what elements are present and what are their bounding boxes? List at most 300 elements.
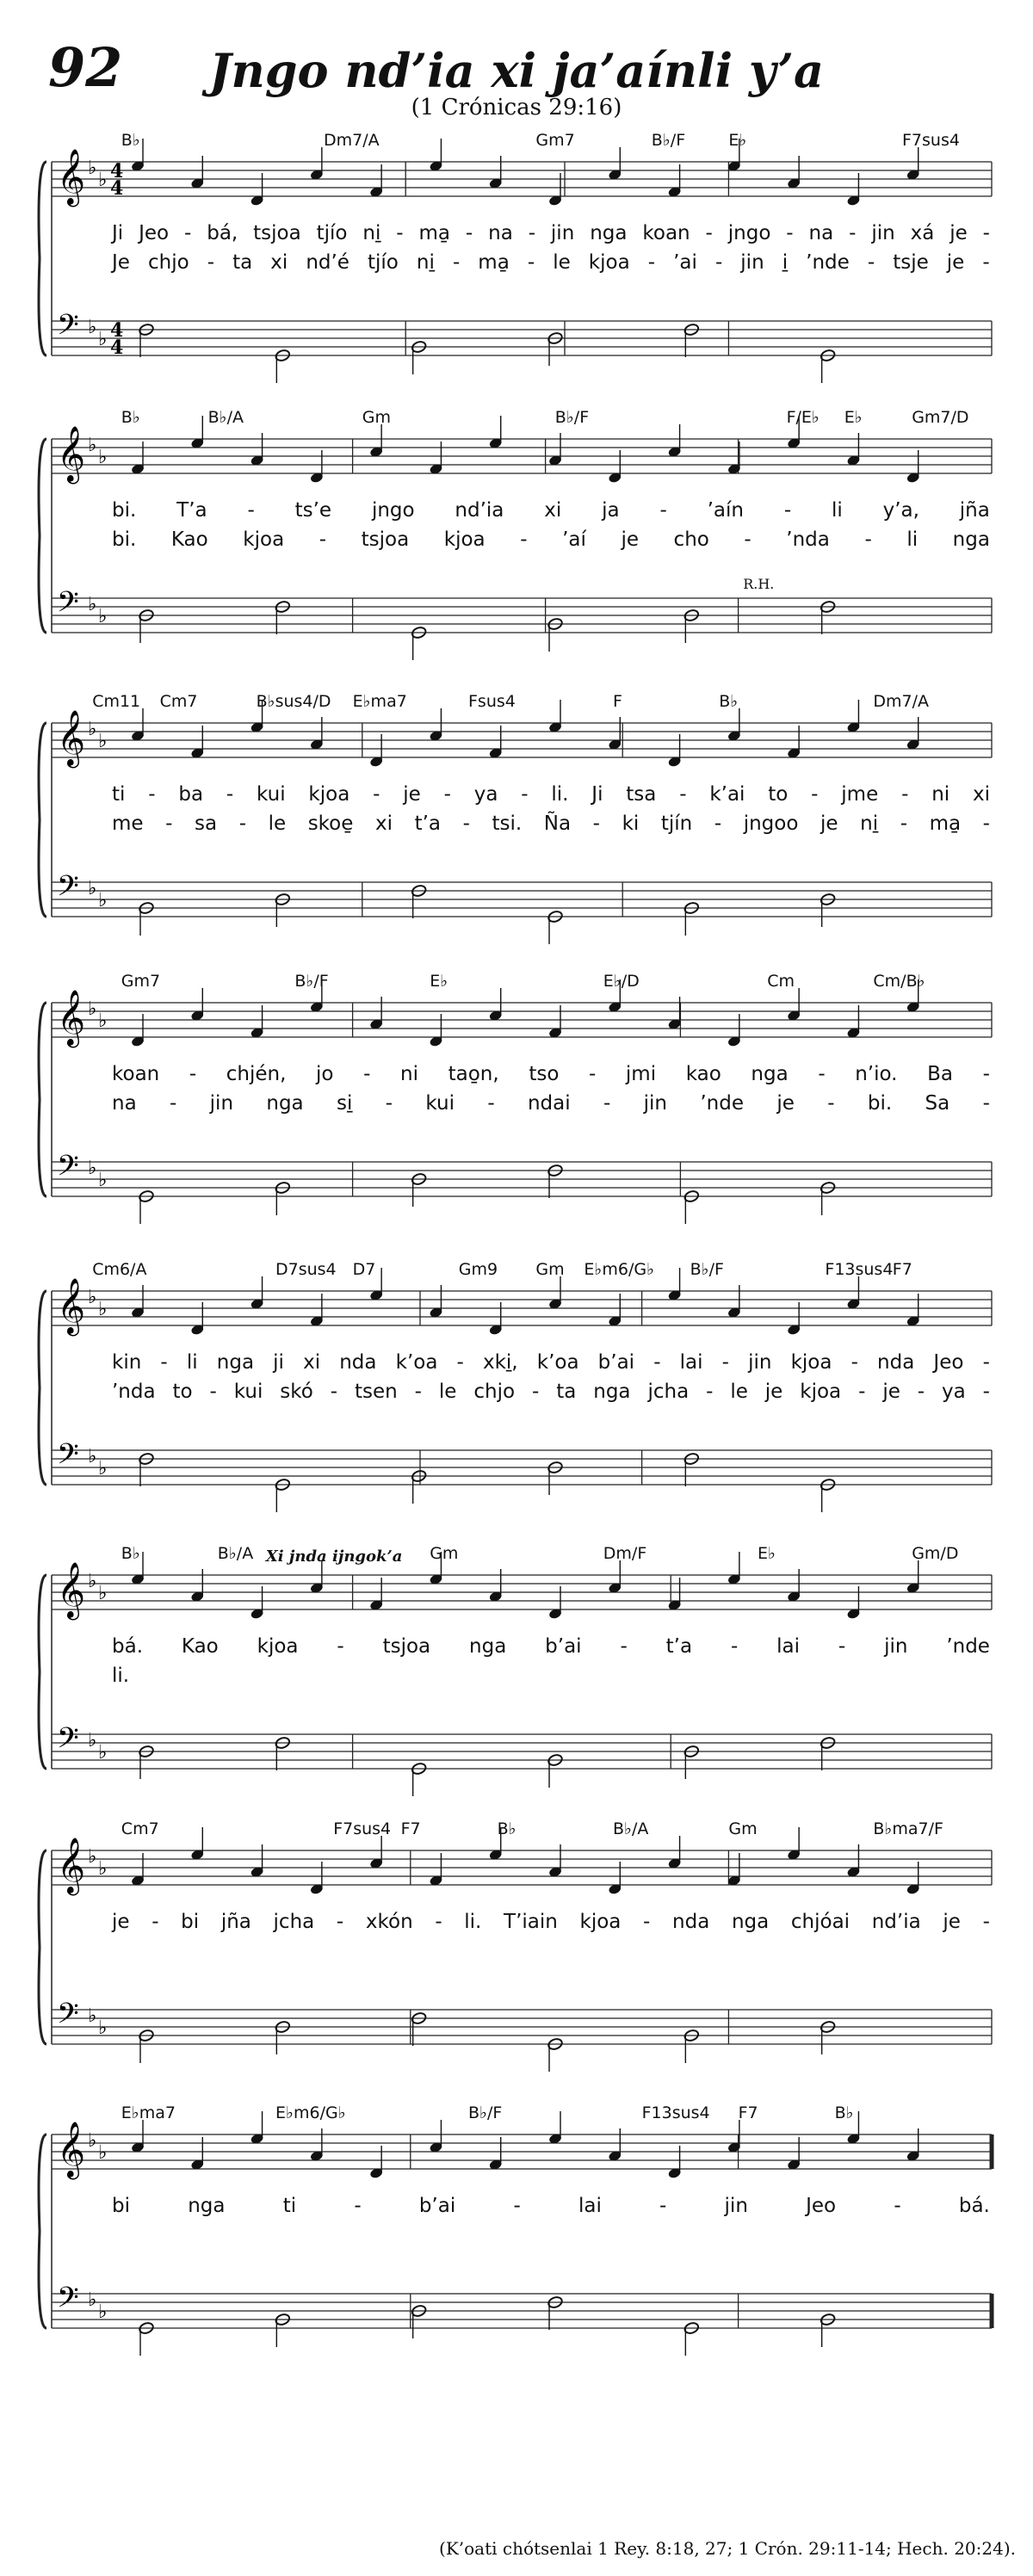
syllable-hyphen: - — [184, 222, 192, 244]
lyric-syllable: na — [488, 222, 513, 244]
music-system — [34, 1541, 999, 1816]
lyric-syllable: b’ai — [597, 1351, 635, 1374]
key-flat-icon: ♭ — [98, 1299, 108, 1320]
lyric-syllable: bi. — [112, 528, 137, 551]
syllable-hyphen: - — [513, 2195, 521, 2217]
key-flat-icon: ♭ — [98, 447, 108, 468]
syllable-hyphen: - — [786, 222, 794, 244]
lyric-syllable: li — [906, 528, 919, 551]
syllable-hyphen: - — [643, 1911, 651, 1933]
lyric-syllable: chjén, — [226, 1063, 287, 1085]
chord-symbol: E♭ma7 — [352, 692, 407, 711]
lyric-syllable: nda — [877, 1351, 915, 1374]
lyric-syllable: tsjoa — [382, 1635, 431, 1658]
brace-icon — [39, 2134, 46, 2328]
lyric-syllable: ndai — [527, 1092, 571, 1115]
bass-clef-icon: 𝄢 — [57, 870, 79, 910]
lyric-syllable: nda — [339, 1351, 377, 1374]
chord-symbol: Cm7 — [159, 692, 198, 711]
key-flat-icon: ♭ — [98, 2142, 108, 2164]
lyric-syllable: koan — [642, 222, 690, 244]
chord-symbol: B♭/A — [207, 408, 244, 427]
lyric-syllable: Jeo — [933, 1351, 964, 1374]
syllable-hyphen: - — [858, 1381, 866, 1403]
syllable-hyphen: - — [705, 222, 713, 244]
lyric-syllable: li. — [112, 1665, 130, 1687]
lyric-syllable: nga — [751, 1063, 789, 1085]
lyric-syllable: to — [172, 1381, 193, 1403]
chord-symbol: B♭/F — [294, 972, 329, 991]
syllable-hyphen: - — [851, 1351, 858, 1374]
music-system — [34, 1257, 999, 1532]
lyric-syllable: xki̱, — [482, 1351, 518, 1374]
bass-clef-icon: 𝄢 — [57, 309, 79, 349]
lyric-line — [112, 1092, 990, 1115]
lyric-syllable: je — [949, 222, 968, 244]
syllable-hyphen: - — [435, 1911, 442, 1933]
lyric-syllable: skó — [280, 1381, 313, 1403]
lyric-syllable: je — [764, 1381, 783, 1403]
lyric-line — [112, 1351, 990, 1374]
chord-symbol: E♭ma7 — [121, 2103, 176, 2122]
syllable-hyphen: - — [487, 1092, 495, 1115]
syllable-hyphen: - — [462, 812, 470, 835]
lyric-syllable: je — [776, 1092, 795, 1115]
lyric-syllable: Ji — [112, 222, 124, 244]
lyric-syllable: xi — [303, 1351, 321, 1374]
lyric-syllable: bá. — [958, 2195, 990, 2217]
chord-symbol: F — [613, 692, 622, 711]
key-flat-icon: ♭ — [98, 890, 108, 911]
chord-symbol: B♭ — [719, 692, 739, 711]
chord-symbol: B♭ — [121, 1544, 140, 1563]
lyric-syllable: kui — [257, 783, 286, 806]
lyric-line — [112, 783, 990, 806]
key-flat-icon: ♭ — [88, 1287, 97, 1308]
chord-symbol: Gm7 — [121, 972, 161, 991]
lyric-syllable: Sa — [925, 1092, 950, 1115]
chord-symbol: F/E♭ — [786, 408, 820, 427]
syllable-hyphen: - — [714, 812, 722, 835]
syllable-hyphen: - — [443, 783, 451, 806]
treble-clef-icon: 𝄞 — [57, 149, 86, 205]
lyric-line — [112, 1635, 990, 1658]
lyric-syllable: ’nde — [946, 1635, 990, 1658]
syllable-hyphen: - — [982, 812, 990, 835]
lyric-syllable: ya — [473, 783, 498, 806]
lyric-syllable: tjío — [368, 251, 399, 274]
lyric-syllable: k’oa — [536, 1351, 579, 1374]
lyric-syllable: ’aí — [562, 528, 586, 551]
lyric-syllable: lai — [679, 1351, 703, 1374]
lyric-syllable: jña — [220, 1911, 251, 1933]
syllable-hyphen: - — [247, 499, 255, 522]
lyric-syllable: li — [186, 1351, 198, 1374]
lyric-syllable: jcha — [647, 1381, 690, 1403]
lyric-syllable: bi — [181, 1911, 200, 1933]
lyric-syllable: bi. — [867, 1092, 893, 1115]
syllable-hyphen: - — [189, 1063, 197, 1085]
lyric-syllable: tsen — [355, 1381, 398, 1403]
key-flat-icon: ♭ — [98, 1010, 108, 1032]
chord-symbol: F7 — [400, 1819, 421, 1838]
lyric-syllable: tsi. — [492, 812, 523, 835]
key-flat-icon: ♭ — [88, 158, 97, 179]
lyric-syllable: ’aín — [707, 499, 744, 522]
syllable-hyphen: - — [647, 251, 656, 274]
brace-icon — [39, 1850, 46, 2044]
lyric-syllable: chjóai — [790, 1911, 851, 1933]
bass-clef-icon: 𝄢 — [57, 586, 79, 626]
syllable-hyphen: - — [373, 783, 380, 806]
lyric-syllable: kjoa — [588, 251, 630, 274]
music-system — [34, 2100, 999, 2375]
lyric-syllable: kin — [112, 1351, 142, 1374]
syllable-hyphen: - — [721, 1351, 729, 1374]
lyric-syllable: ’nda — [112, 1381, 156, 1403]
lyric-syllable: li — [831, 499, 843, 522]
chord-symbol: Gm — [430, 1544, 459, 1563]
chord-symbol: Gm — [535, 1260, 565, 1279]
lyric-line — [112, 1911, 990, 1933]
lyric-syllable: jin — [748, 1351, 772, 1374]
lyric-syllable: kjoa — [800, 1381, 842, 1403]
lyric-syllable: li. — [551, 783, 569, 806]
lyric-syllable: nd’é — [306, 251, 349, 274]
lyric-syllable: kjoa — [308, 783, 350, 806]
treble-clef-icon: 𝄞 — [57, 710, 86, 766]
brace-icon — [39, 439, 46, 633]
chord-symbol: E♭m6/G♭ — [584, 1260, 655, 1279]
lyric-syllable: nga — [266, 1092, 304, 1115]
bass-clef-icon: 𝄢 — [57, 1722, 79, 1762]
syllable-hyphen: - — [838, 1635, 846, 1658]
bass-clef-icon: 𝄢 — [57, 2282, 79, 2321]
lyric-syllable: i̱ — [782, 251, 789, 274]
brace-icon — [39, 1575, 46, 1769]
lyric-syllable: Kao — [170, 528, 208, 551]
treble-clef-icon: 𝄞 — [57, 2122, 86, 2178]
chord-symbol: D7sus4 — [275, 1260, 337, 1279]
key-flat-icon: ♭ — [88, 1158, 97, 1179]
song-reference: (1 Crónicas 29:16) — [411, 95, 622, 120]
time-signature: 4 — [110, 337, 124, 359]
lyric-syllable: nd’ia — [871, 1911, 921, 1933]
key-flat-icon: ♭ — [98, 2301, 108, 2323]
lyric-syllable: je — [112, 1911, 130, 1933]
syllable-hyphen: - — [207, 251, 215, 274]
syllable-hyphen: - — [982, 251, 990, 274]
lyric-syllable: Ba — [927, 1063, 953, 1085]
lyric-syllable: ma̱ — [418, 222, 450, 244]
key-flat-icon: ♭ — [98, 1458, 108, 1480]
lyric-syllable: tjío — [316, 222, 348, 244]
lyric-syllable: nga — [469, 1635, 507, 1658]
chord-symbol: B♭/A — [613, 1819, 649, 1838]
lyric-syllable: t’a — [414, 812, 442, 835]
lyric-syllable: kjoa — [443, 528, 486, 551]
syllable-hyphen: - — [589, 1063, 597, 1085]
syllable-hyphen: - — [165, 812, 173, 835]
lyric-syllable: jmi — [625, 1063, 657, 1085]
key-flat-icon: ♭ — [88, 317, 97, 338]
lyric-syllable: Kao — [181, 1635, 219, 1658]
lyric-syllable: nga — [952, 528, 990, 551]
syllable-hyphen: - — [152, 1911, 159, 1933]
lyric-syllable: ni̱ — [416, 251, 435, 274]
lyric-syllable: ti — [112, 783, 126, 806]
lyric-syllable: je — [943, 1911, 961, 1933]
bass-clef-icon: 𝄢 — [57, 1150, 79, 1189]
treble-clef-icon: 𝄞 — [57, 1562, 86, 1618]
chord-symbol: Cm — [767, 972, 795, 991]
lyric-syllable: bá, — [207, 222, 238, 244]
lyric-syllable: skoe̱ — [307, 812, 354, 835]
lyric-syllable: xi — [375, 812, 393, 835]
chord-symbol: Dm/F — [603, 1544, 647, 1563]
key-flat-icon: ♭ — [88, 1846, 97, 1868]
lyric-syllable: ta — [556, 1381, 577, 1403]
lyric-syllable: xi — [544, 499, 562, 522]
syllable-hyphen: - — [603, 1092, 611, 1115]
brace-icon — [39, 1291, 46, 1485]
syllable-hyphen: - — [827, 1092, 835, 1115]
right-hand-marking: R.H. — [743, 576, 775, 592]
lyric-syllable: jcha — [273, 1911, 315, 1933]
key-flat-icon: ♭ — [88, 998, 97, 1020]
lyric-syllable: t’a — [665, 1635, 693, 1658]
lyric-syllable: ti — [282, 2195, 297, 2217]
lyric-line — [112, 1665, 990, 1687]
lyric-syllable: jin — [209, 1092, 234, 1115]
key-flat-icon: ♭ — [88, 878, 97, 899]
chord-symbol: Cm7 — [121, 1819, 159, 1838]
lyric-syllable: le — [268, 812, 287, 835]
lyric-syllable: xi — [270, 251, 288, 274]
syllable-hyphen: - — [653, 1351, 661, 1374]
lyric-line — [112, 251, 990, 274]
lyric-syllable: xá — [910, 222, 935, 244]
lyric-syllable: ni̱ — [362, 222, 381, 244]
lyric-syllable: n’io. — [855, 1063, 898, 1085]
song-number: 92 — [48, 36, 123, 99]
key-flat-icon: ♭ — [88, 2289, 97, 2311]
chord-symbol: E♭ — [728, 131, 747, 150]
lyric-line — [112, 528, 990, 551]
lyric-syllable: tsa — [626, 783, 657, 806]
syllable-hyphen: - — [714, 251, 723, 274]
lyric-syllable: je — [820, 812, 838, 835]
chord-symbol: E♭ — [758, 1544, 776, 1563]
syllable-hyphen: - — [864, 528, 872, 551]
lyric-syllable: le — [730, 1381, 748, 1403]
chord-symbol: E♭/D — [603, 972, 640, 991]
syllable-hyphen: - — [592, 812, 600, 835]
lyric-syllable: jngo — [371, 499, 415, 522]
syllable-hyphen: - — [659, 499, 667, 522]
chord-symbol: F7sus4 — [902, 131, 960, 150]
lyric-syllable: ts’e — [294, 499, 332, 522]
chord-symbol: F13sus4 — [641, 2103, 710, 2122]
lyric-syllable: jin — [740, 251, 764, 274]
chord-symbol: E♭m6/G♭ — [275, 2103, 346, 2122]
treble-clef-icon: 𝄞 — [57, 990, 86, 1046]
music-system — [34, 689, 999, 964]
syllable-hyphen: - — [900, 812, 907, 835]
lyric-syllable: bi — [112, 2195, 130, 2217]
lyric-syllable: tao̱n, — [448, 1063, 499, 1085]
key-flat-icon: ♭ — [98, 2017, 108, 2039]
lyric-syllable: je — [882, 1381, 900, 1403]
lyric-syllable: k’ai — [709, 783, 745, 806]
lyric-syllable: y’a, — [882, 499, 919, 522]
syllable-hyphen: - — [730, 1635, 739, 1658]
lyric-syllable: jin — [643, 1092, 667, 1115]
chord-symbol: B♭ — [834, 2103, 854, 2122]
syllable-hyphen: - — [982, 1092, 990, 1115]
lyric-line — [112, 1063, 990, 1085]
chord-symbol: F7 — [892, 1260, 912, 1279]
music-system — [34, 968, 999, 1244]
music-system — [34, 405, 999, 680]
lyric-syllable: bá. — [112, 1635, 144, 1658]
footer-reference: (K’oati chótsenlai 1 Rey. 8:18, 27; 1 Crón. 29:11-14; Hech. 20:24). — [439, 2538, 1016, 2559]
syllable-hyphen: - — [982, 1911, 990, 1933]
lyric-syllable: jo — [316, 1063, 334, 1085]
lyric-syllable: chjo — [147, 251, 189, 274]
lyric-syllable: nd’ia — [455, 499, 504, 522]
syllable-hyphen: - — [465, 222, 473, 244]
syllable-hyphen: - — [620, 1635, 628, 1658]
chord-symbol: B♭ma7/F — [873, 1819, 943, 1838]
chord-symbol: B♭/F — [690, 1260, 724, 1279]
treble-clef-icon: 𝄞 — [57, 1838, 86, 1893]
lyric-syllable: chjo — [473, 1381, 516, 1403]
syllable-hyphen: - — [337, 1635, 344, 1658]
lyric-syllable: kjoa — [243, 528, 285, 551]
chord-symbol: Gm — [728, 1819, 758, 1838]
lyric-syllable: ma̱ — [478, 251, 510, 274]
lyric-syllable: jin — [724, 2195, 748, 2217]
chord-symbol: B♭ — [121, 408, 140, 427]
lyric-syllable: ma̱ — [929, 812, 962, 835]
lyric-line — [112, 1381, 990, 1403]
lyric-syllable: Je — [112, 251, 130, 274]
key-flat-icon: ♭ — [98, 1170, 108, 1191]
chord-symbol: Dm7/A — [324, 131, 380, 150]
lyric-syllable: tsjoa — [253, 222, 301, 244]
key-flat-icon: ♭ — [88, 1571, 97, 1592]
syllable-hyphen: - — [783, 499, 792, 522]
lyric-syllable: kui — [425, 1092, 455, 1115]
performance-annotation: Xi jnda ijngok’a — [265, 1547, 403, 1566]
brace-icon — [39, 162, 46, 355]
chord-symbol: Gm7/D — [912, 408, 969, 427]
chord-symbol: D7 — [352, 1260, 376, 1279]
key-flat-icon: ♭ — [98, 1858, 108, 1880]
lyric-syllable: na — [808, 222, 834, 244]
key-flat-icon: ♭ — [88, 1446, 97, 1467]
lyric-syllable: si̱ — [337, 1092, 353, 1115]
chord-symbol: E♭ — [430, 972, 448, 991]
lyric-syllable: ja — [602, 499, 620, 522]
lyric-syllable: ni — [931, 783, 950, 806]
key-flat-icon: ♭ — [88, 594, 97, 615]
chord-symbol: Gm7 — [535, 131, 575, 150]
key-flat-icon: ♭ — [88, 2130, 97, 2152]
lyric-syllable: ji — [273, 1351, 284, 1374]
lyric-syllable: ki — [622, 812, 640, 835]
chord-symbol: B♭sus4/D — [256, 692, 331, 711]
time-signature: 4 — [110, 319, 124, 342]
lyric-syllable: koan — [112, 1063, 160, 1085]
lyric-syllable: cho — [673, 528, 709, 551]
lyric-syllable: tsje — [893, 251, 929, 274]
lyric-syllable: ’nde — [700, 1092, 744, 1115]
lyric-syllable: Ji — [591, 783, 603, 806]
lyric-syllable: kjoa — [257, 1635, 299, 1658]
lyric-syllable: b’ai — [545, 1635, 582, 1658]
lyric-syllable: je — [403, 783, 421, 806]
syllable-hyphen: - — [531, 1381, 540, 1403]
syllable-hyphen: - — [238, 812, 246, 835]
key-flat-icon: ♭ — [88, 1730, 97, 1751]
syllable-hyphen: - — [226, 783, 234, 806]
lyric-syllable: xi — [972, 783, 990, 806]
syllable-hyphen: - — [917, 1381, 925, 1403]
lyric-syllable: nga — [216, 1351, 255, 1374]
syllable-hyphen: - — [527, 251, 535, 274]
lyric-syllable: je — [946, 251, 965, 274]
key-flat-icon: ♭ — [98, 329, 108, 350]
lyric-syllable: nga — [188, 2195, 226, 2217]
lyric-syllable: kao — [685, 1063, 721, 1085]
chord-symbol: E♭ — [844, 408, 863, 427]
chord-symbol: B♭/F — [651, 131, 686, 150]
chord-symbol: Gm — [362, 408, 392, 427]
chord-symbol: Gm9 — [458, 1260, 498, 1279]
time-signature: 4 — [110, 177, 124, 200]
syllable-hyphen: - — [818, 1063, 826, 1085]
lyric-syllable: jin — [884, 1635, 908, 1658]
syllable-hyphen: - — [982, 1381, 990, 1403]
lyric-syllable: kjoa — [579, 1911, 622, 1933]
chord-symbol: F7sus4 — [333, 1819, 392, 1838]
syllable-hyphen: - — [901, 783, 909, 806]
lyric-syllable: jngoo — [743, 812, 799, 835]
lyric-syllable: tjín — [660, 812, 693, 835]
key-flat-icon: ♭ — [98, 731, 108, 752]
bass-clef-icon: 𝄢 — [57, 1438, 79, 1478]
syllable-hyphen: - — [659, 2195, 667, 2217]
syllable-hyphen: - — [170, 1092, 177, 1115]
lyric-syllable: jña — [959, 499, 990, 522]
syllable-hyphen: - — [160, 1351, 168, 1374]
syllable-hyphen: - — [528, 222, 536, 244]
lyric-syllable: lai — [578, 2195, 602, 2217]
syllable-hyphen: - — [414, 1381, 422, 1403]
chord-symbol: B♭/A — [217, 1544, 254, 1563]
lyric-syllable: jin — [871, 222, 895, 244]
staff-lines — [34, 2100, 999, 2375]
lyric-syllable: le — [553, 251, 571, 274]
syllable-hyphen: - — [811, 783, 819, 806]
lyric-syllable: ba — [178, 783, 204, 806]
syllable-hyphen: - — [319, 528, 327, 551]
lyric-syllable: ’ai — [673, 251, 697, 274]
syllable-hyphen: - — [363, 1063, 371, 1085]
syllable-hyphen: - — [982, 1063, 990, 1085]
